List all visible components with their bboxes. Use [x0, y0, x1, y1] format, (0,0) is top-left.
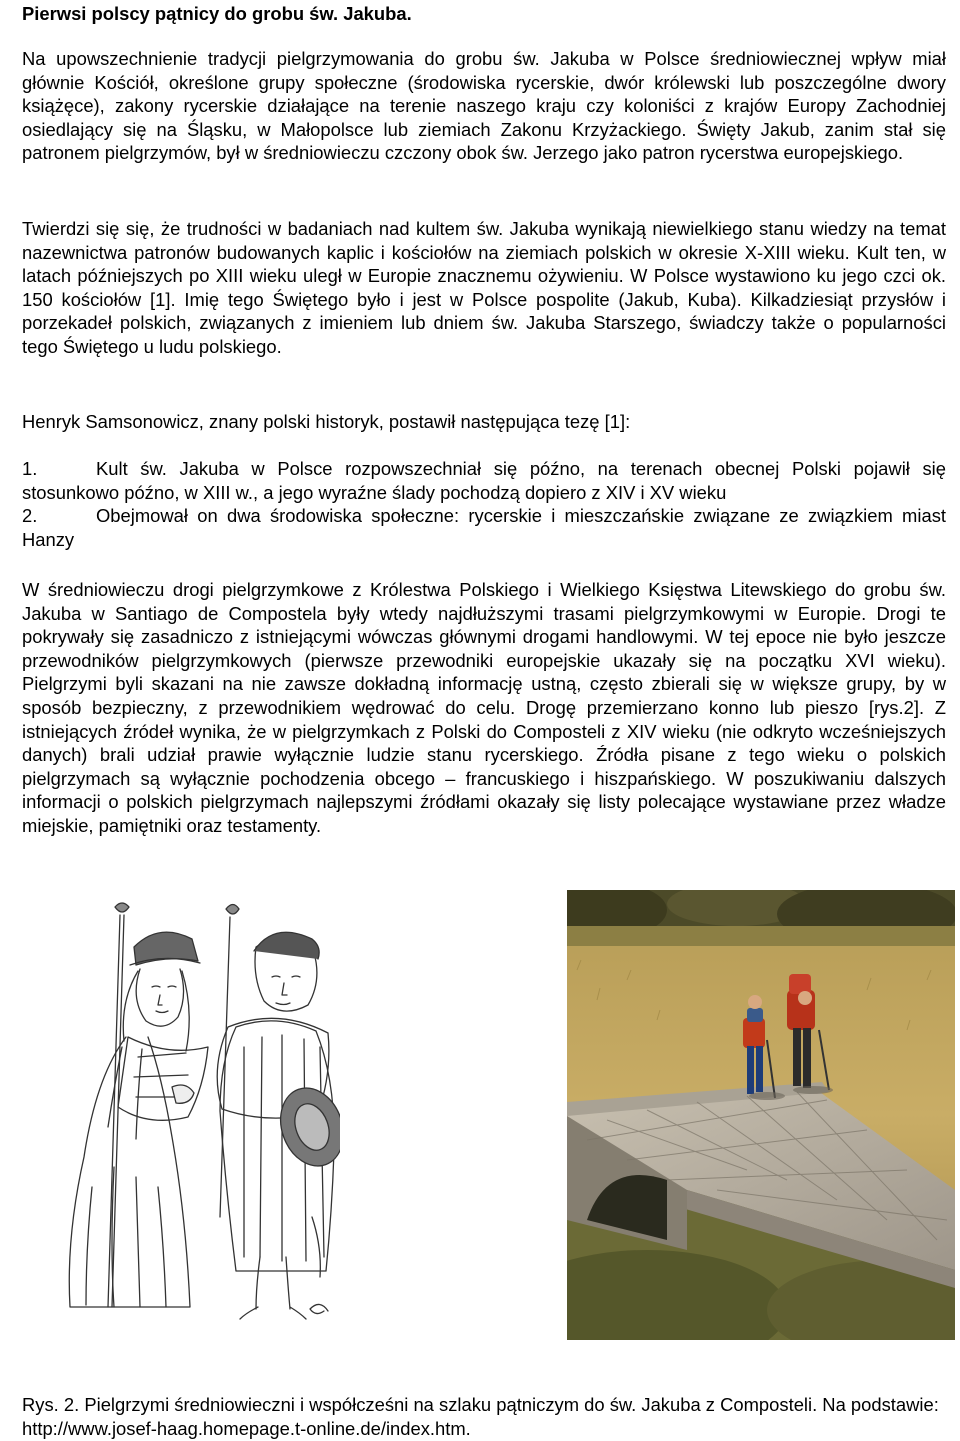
thesis-item — [22, 457, 946, 504]
thesis-number: 2. — [22, 505, 38, 527]
thesis-number: 1. — [22, 458, 38, 479]
thesis-text: Kult św. Jakuba w Polsce rozpowszechniał się późno, na terenach obecnej Polski pojawił się stosunkowo późno, w XIII w., a jego wyraźne ślady pochodzą dopiero z XIV i XV wieku — [22, 458, 946, 503]
thesis-list — [22, 457, 946, 551]
thesis-text: Obejmował on dwa środowiska społeczne: rycerskie i mieszczańskie związane ze związkiem miast Hanzy — [22, 505, 946, 550]
thesis-item — [22, 504, 946, 551]
paragraph-routes: W średniowieczu drogi pielgrzymkowe z Królestwa Polskiego i Wielkiego Księstwa Litewskiego do grobu św. Jakuba w Santiago de Compostela były wtedy najdłuższymi trasami pielgrzymkowymi w Europie. Drogi te pokrywały się zasadniczo z istniejącymi wówczas głównymi drogami handlowymi. W tej epoce nie było jeszcze przewodników pielgrzymkowych (pierwsze przewodniki europejskie ukazały się na początku XVI wieku). Pielgrzymi byli skazani na nie zawsze dokładną informację ustną, często zbierali się w większe grupy, by w sposób bezpieczny, z przewodnikiem wędrować do celu. Drogę przemierzano konno lub pieszo [rys.2]. Z istniejących źródeł wynika, że w pielgrzymkach z Polski do Composteli z XIV wieku (nie odkryto wcześniejszych danych) brali udział prawie wyłącznie ludzie stanu rycerskiego. Źródła pisane z tego wieku o polskich pielgrzymach są wyłącznie pochodzenia obcego – francuskiego i hiszpańskiego. W poszukiwaniu dalszych informacji o polskich pielgrzymach najlepszymi źródłami okazały się listy polecające wystawiane przez władze miejskie, pamiętniki oraz testamenty. — [22, 579, 946, 836]
paragraph-research: Twierdzi się się, że trudności w badaniach nad kultem św. Jakuba wynikają niewielkiego stanu wiedzy na temat nazewnictwa patronów budowanych kaplic i kościołów na ziemiach polskich w okresie X-XIII wieku. Kult ten, w latach późniejszych po XIII wieku uległ w Europie znacznemu ożywieniu. W Polsce wystawiono ku jego czci ok. 150 kościołów [1]. Imię tego Świętego było i jest w Polsce pospolite (Jakub, Kuba). Kilkadziesiąt przysłów i porzekadeł polskich, związanych z imieniem lub dniem św. Jakuba Starszego, świadczy także o popularności tego Świętego u ludu polskiego. — [22, 218, 946, 357]
paragraph-thesis-intro: Henryk Samsonowicz, znany polski historyk, postawił następująca tezę [1]: — [22, 411, 631, 432]
document-title: Pierwsi polscy pątnicy do grobu św. Jakuba. — [22, 3, 412, 24]
modern-pilgrims-bridge-photo — [567, 890, 955, 1340]
medieval-pilgrims-drawing — [22, 887, 340, 1329]
figure-caption: Rys. 2. Pielgrzymi średniowieczni i współcześni na szlaku pątniczym do św. Jakuba z Composteli. Na podstawie: http://www.josef-haag.homepage.t-online.de/index.htm. — [22, 1394, 939, 1439]
paragraph-intro: Na upowszechnienie tradycji pielgrzymowania do grobu św. Jakuba w Polsce średniowiecznej wpływ miał głównie Kościół, określone grupy społeczne (środowiska rycerskie, dwór królewski lub poszczególne dwory książęce), zakony rycerskie działające na terenie naszego kraju czy koloniści z krajów Europy Zachodniej osiedlający się na Śląsku, w Małopolsce lub ziemiach Zakonu Krzyżackiego. Święty Jakub, zanim stał się patronem pielgrzymów, był w średniowieczu czczony obok św. Jerzego jako patron rycerstwa europejskiego. — [22, 48, 946, 164]
